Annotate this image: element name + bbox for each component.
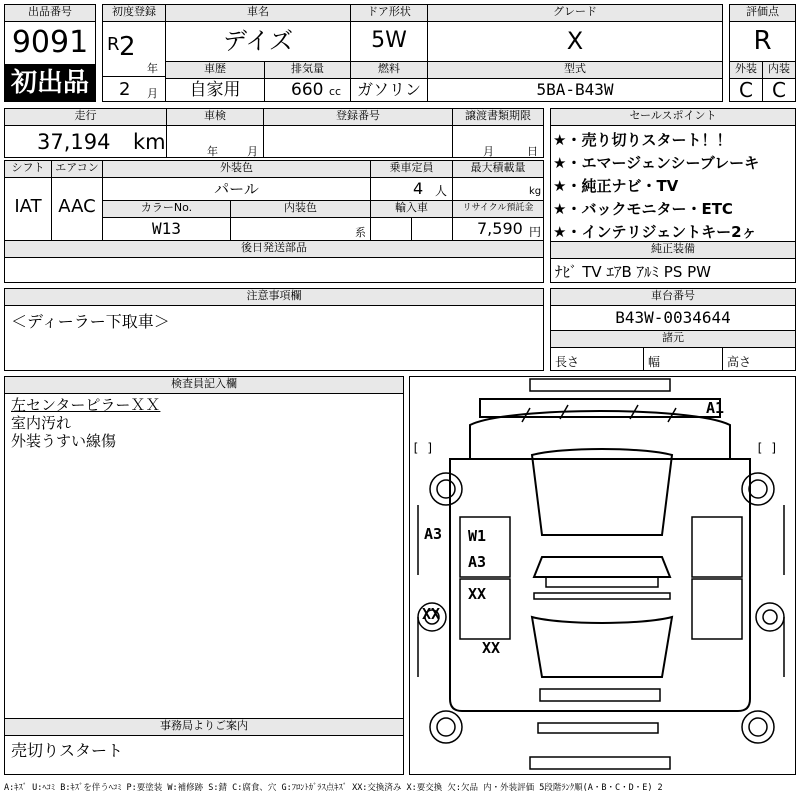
inspection-header: 車検	[166, 108, 264, 126]
interior-color-suffix: 系	[355, 226, 366, 239]
sales-point: ★・売り切りスタート！！	[553, 131, 732, 149]
transfer-day-unit: 日	[527, 145, 538, 158]
mileage: 37,194	[37, 130, 111, 154]
car-name-header: 車名	[165, 4, 351, 22]
interior-color-header: 内装色	[230, 200, 371, 218]
office-header: 事務局よりご案内	[4, 718, 404, 736]
car-outline-svg	[410, 377, 795, 774]
recycle-fee: 7,590	[477, 219, 523, 238]
notes-cell	[4, 305, 544, 371]
model-code: 5BA-B43W	[536, 80, 614, 99]
shift-cell	[4, 177, 52, 241]
import-cell	[370, 217, 412, 241]
mileage-unit: km	[133, 130, 166, 154]
sales-point: ★・純正ナビ・TV	[553, 177, 679, 195]
door-type: 5W	[371, 28, 407, 53]
chassis-number: B43W-0034644	[615, 308, 731, 327]
recycle-unit: 円	[529, 225, 542, 239]
spec-length-cell	[550, 347, 644, 371]
color-no-cell	[102, 217, 231, 241]
damage-mark-a3-left: A3	[424, 525, 443, 543]
grade-cell	[427, 21, 723, 62]
reg-month-unit: 月	[147, 87, 158, 100]
sales-points-cell	[550, 125, 796, 242]
interior-grade: C	[772, 79, 786, 101]
interior-grade-header: 内装	[762, 61, 796, 79]
inspection-cell	[166, 125, 264, 158]
spec-width-cell	[643, 347, 723, 371]
aircon: AAC	[58, 196, 96, 217]
sales-point: ★・インテリジェントキー2ヶ	[553, 223, 757, 241]
lot-number-header: 出品番号	[4, 4, 96, 22]
door-type-cell	[350, 21, 428, 62]
bracket-right: [ ]	[756, 441, 778, 455]
reg-month-cell	[102, 76, 166, 102]
notes-text: ＜ディーラー下取車＞	[11, 312, 170, 331]
lot-number: 9091	[11, 25, 89, 60]
reg-month: 2	[119, 79, 131, 100]
registration-cell	[263, 125, 453, 158]
inspector-note: 外装うすい線傷	[11, 432, 117, 450]
genuine-equipment: ﾅﾋﾞ TV ｴｱB ｱﾙﾐ PS PW	[555, 263, 711, 281]
max-load-unit: kg	[529, 186, 542, 197]
reg-year: 2	[119, 32, 136, 62]
vehicle-diagram	[409, 376, 796, 775]
notes-header: 注意事項欄	[4, 288, 544, 306]
displacement-unit: cc	[329, 85, 342, 98]
exterior-color-cell	[102, 177, 371, 201]
inspector-cell	[4, 393, 404, 719]
lot-number-cell	[4, 21, 96, 65]
recycle-header: リサイクル預託金	[452, 200, 544, 218]
fuel-cell	[350, 78, 428, 102]
car-name: デイズ	[222, 27, 294, 55]
displacement: 660	[291, 80, 324, 100]
model-code-header: 型式	[427, 61, 723, 79]
damage-mark-xx-center: XX	[468, 585, 487, 603]
bracket-left: [ ]	[412, 441, 434, 455]
model-code-cell	[427, 78, 723, 102]
aircon-header: エアコン	[51, 160, 103, 178]
spec-length-label: 長さ	[555, 355, 580, 369]
exterior-color: パール	[214, 180, 259, 198]
max-load-cell	[452, 177, 544, 201]
history-header: 車歴	[165, 61, 265, 79]
registration-header: 登録番号	[263, 108, 453, 126]
office-note: 売切りスタート	[11, 741, 124, 760]
chassis-number-header: 車台番号	[550, 288, 796, 306]
transfer-deadline-cell	[452, 125, 544, 158]
import-cell-2	[411, 217, 453, 241]
capacity-unit: 人	[435, 184, 448, 198]
damage-mark-a1: A1	[706, 399, 725, 417]
later-parts-cell	[4, 257, 544, 283]
exterior-grade-cell	[729, 78, 763, 102]
inspector-header: 検査員記入欄	[4, 376, 404, 394]
exterior-color-header: 外装色	[102, 160, 371, 178]
spec-height-label: 高さ	[727, 355, 752, 369]
displacement-cell	[264, 78, 351, 102]
capacity: 4	[413, 179, 424, 198]
damage-code-legend: A:ｷｽﾞ U:ﾍｺﾐ B:ｷｽﾞを伴うﾍｺﾐ P:要塗装 W:補修跡 S:錆 C:腐食、穴 G:ﾌﾛﾝﾄｶﾞﾗｽ点ｷｽﾞ XX:交換済み X:要交換 欠:欠品 内・外装評価 5段階ﾗﾝｸ順(A・B・C・D・E) 2	[4, 783, 663, 793]
first-reg-header: 初度登録	[102, 4, 166, 22]
sales-point: ★・エマージェンシーブレーキ	[553, 154, 760, 172]
first-reg-cell	[102, 21, 166, 77]
inspector-note: 室内汚れ	[11, 414, 72, 432]
score-header: 評価点	[729, 4, 796, 22]
transfer-month-unit: 月	[483, 145, 494, 158]
color-no: W13	[152, 219, 181, 238]
grade: X	[566, 27, 584, 55]
genuine-equipment-header: 純正装備	[550, 241, 796, 259]
first-listing-label: 初出品	[10, 68, 89, 98]
grade-header: グレード	[427, 4, 723, 22]
spec-height-cell	[722, 347, 796, 371]
era-label: R	[107, 34, 120, 55]
first-listing-badge	[4, 64, 96, 102]
mileage-cell	[4, 125, 167, 158]
reg-year-unit: 年	[147, 62, 158, 75]
sales-points-header: セールスポイント	[550, 108, 796, 126]
inspection-year-unit: 年	[207, 145, 218, 158]
car-name-cell	[165, 21, 351, 62]
exterior-grade: C	[739, 79, 753, 101]
history: 自家用	[189, 80, 241, 100]
damage-mark-xx-left: XX	[422, 605, 441, 623]
sales-point: ★・バックモニター・ETC	[553, 200, 733, 218]
office-cell	[4, 735, 404, 775]
score: R	[753, 26, 772, 56]
shift: IAT	[14, 196, 42, 217]
recycle-cell	[452, 217, 544, 241]
mileage-header: 走行	[4, 108, 167, 126]
score-cell	[729, 21, 796, 62]
damage-mark-xx-lower: XX	[482, 639, 501, 657]
door-type-header: ドア形状	[350, 4, 428, 22]
genuine-equipment-cell	[550, 258, 796, 283]
transfer-deadline-header: 譲渡書類期限	[452, 108, 544, 126]
later-parts-header: 後日発送部品	[4, 240, 544, 258]
shift-header: シフト	[4, 160, 52, 178]
color-no-header: カラーNo.	[102, 200, 231, 218]
capacity-cell	[370, 177, 453, 201]
history-cell	[165, 78, 265, 102]
inspector-note: 左センターピラーＸＸ	[11, 396, 161, 414]
damage-mark-w1: W1	[468, 527, 487, 545]
displacement-header: 排気量	[264, 61, 351, 79]
interior-grade-cell	[762, 78, 796, 102]
chassis-number-cell	[550, 305, 796, 331]
import-header: 輸入車	[370, 200, 453, 218]
spec-width-label: 幅	[648, 355, 661, 369]
capacity-header: 乗車定員	[370, 160, 453, 178]
damage-mark-a3-inner: A3	[468, 553, 487, 571]
exterior-grade-header: 外装	[729, 61, 763, 79]
fuel: ガソリン	[356, 80, 421, 99]
max-load-header: 最大積載量	[452, 160, 544, 178]
aircon-cell	[51, 177, 103, 241]
specs-header: 諸元	[550, 330, 796, 348]
fuel-header: 燃料	[350, 61, 428, 79]
inspection-month-unit: 月	[247, 145, 258, 158]
interior-color-cell	[230, 217, 371, 241]
